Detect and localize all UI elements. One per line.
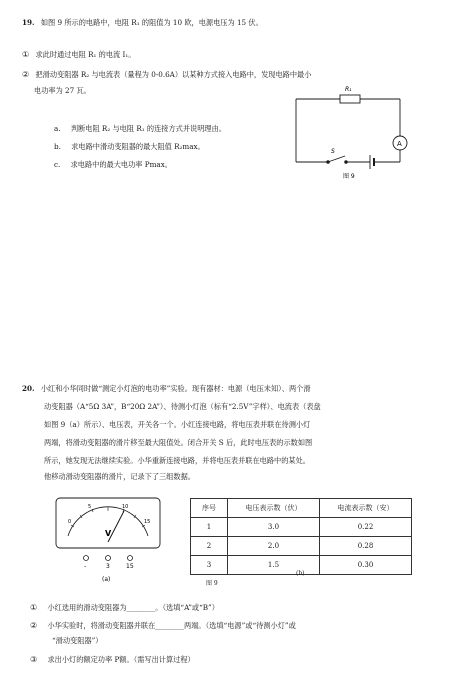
table-header-cell: 电压表示数（伏） (228, 499, 320, 518)
q20-answer-2-marker: ② (30, 621, 38, 630)
terminal-3-icon (106, 556, 111, 561)
terminal-15-icon (128, 556, 133, 561)
q20-text-0: 小红和小华同时做“测定小灯泡的电功率”实验。现有器材：电源（电压未知）、两个滑 (40, 384, 311, 393)
ammeter-label: A (397, 140, 402, 148)
q20-text-2: 如图 9（a）所示）、电压表，开关各一个。小红连接电路，将电压表并联在待测小灯 (44, 420, 311, 429)
q20-answer-3-marker: ③ (30, 655, 38, 664)
figure-caption-b: (b) (296, 570, 305, 577)
table-cell: 0.30 (320, 556, 412, 575)
table-cell: 0.28 (320, 537, 412, 556)
table-cell: 1 (191, 518, 228, 537)
switch-label: S (331, 148, 335, 155)
table-header-cell: 电流表示数（安） (320, 499, 412, 518)
q20-answer-2-cont: “滑动变阻器”） (52, 636, 103, 645)
q20-answer-3-text: 求出小灯的额定功率 P额。（需写出计算过程） (47, 655, 195, 664)
q19-part2-line1: 把滑动变阻器 R₂ 与电流表（量程为 0-0.6A）以某种方式接入电路中，发现电路中最小 (35, 70, 312, 79)
q19-sub-b-marker: b. (54, 142, 61, 151)
q20-text-1: 动变阻器（A“5Ω 3A”，B“20Ω 2A”）、待测小灯泡（标有“2.5V”字样）、电流表（表盘 (44, 402, 321, 411)
figure-caption-19: 图 9 (343, 173, 355, 180)
q19-part1-text: 求此时通过电阻 R₁ 的电流 I₁。 (35, 50, 136, 59)
switch-blade (328, 156, 345, 162)
voltmeter-figure (50, 492, 170, 584)
q20-answer-3 (30, 655, 195, 665)
q19-stem: 如图 9 所示的电路中，电阻 R₁ 的阻值为 10 欧，电源电压为 15 伏。 (40, 18, 263, 27)
q20-answer-1-text: 小红选用的滑动变阻器为________。（选填“A”或“B”） (47, 603, 219, 612)
table-cell: 2 (191, 537, 228, 556)
q19-sub-c-text: 求电路中的最大电功率 Pmax。 (70, 160, 172, 169)
terminal-15-label: 15 (126, 563, 134, 570)
table-header-row (191, 499, 412, 518)
table-header-cell: 序号 (191, 499, 228, 518)
q19-part2-line2: 电功率为 27 瓦。 (34, 86, 91, 95)
scale-15: 15 (144, 519, 151, 525)
table-cell: 3 (191, 556, 228, 575)
scale-5: 5 (88, 504, 92, 510)
q20-text-3: 两端，将滑动变阻器的滑片移至最大阻值处。闭合开关 S 后，此时电压表的示数如图 (44, 438, 313, 447)
table-cell: 3.0 (228, 518, 320, 537)
scale-10: 10 (122, 504, 129, 510)
resistor-r1 (340, 95, 360, 103)
terminal-minus-label: - (84, 563, 87, 570)
table-cell: 1.5 (228, 556, 320, 575)
q19-sub-a-marker: a. (54, 124, 61, 133)
q20-text-4: 所示，她发现无法继续实验。小华重新连接电路，并将电压表并联在电路中的某处。 (44, 456, 310, 465)
q20-answer-1-marker: ① (30, 603, 38, 612)
data-table (190, 498, 412, 575)
resistor-label: R₁ (345, 86, 352, 93)
q19-part2-marker: ② (22, 70, 30, 79)
terminal-minus-icon (84, 556, 89, 561)
q20-answer-2 (30, 621, 296, 631)
voltmeter-label: V (105, 529, 112, 538)
q19-circuit-diagram (0, 0, 454, 190)
terminal-3-label: 3 (106, 563, 110, 570)
figure-caption-a: (a) (102, 576, 111, 583)
q20-answer-2-text: 小华实验时，将滑动变阻器并联在________两端。（选填“电源”或“待测小灯”或 (47, 621, 296, 630)
q20-answer-1 (30, 603, 219, 613)
q20-line-0 (22, 385, 311, 394)
figure-caption-20: 图 9 (206, 580, 218, 587)
table-row (191, 518, 412, 537)
scale-0: 0 (68, 519, 72, 525)
q19-number: 19. (22, 18, 35, 27)
table-cell: 0.22 (320, 518, 412, 537)
q20-number: 20. (22, 384, 35, 393)
q19-sub-a-text: 判断电阻 R₂ 与电阻 R₁ 的连接方式并说明理由。 (70, 124, 226, 133)
q20-text-5: 他移动滑动变阻器的滑片，记录下了三组数据。 (44, 472, 195, 481)
q19-sub-b-text: 求电路中滑动变阻器的最大阻值 R₂max。 (71, 142, 205, 151)
table-cell: 2.0 (228, 537, 320, 556)
q19-part1-marker: ① (22, 50, 30, 59)
q19-sub-c-marker: c. (54, 160, 61, 169)
table-row (191, 537, 412, 556)
